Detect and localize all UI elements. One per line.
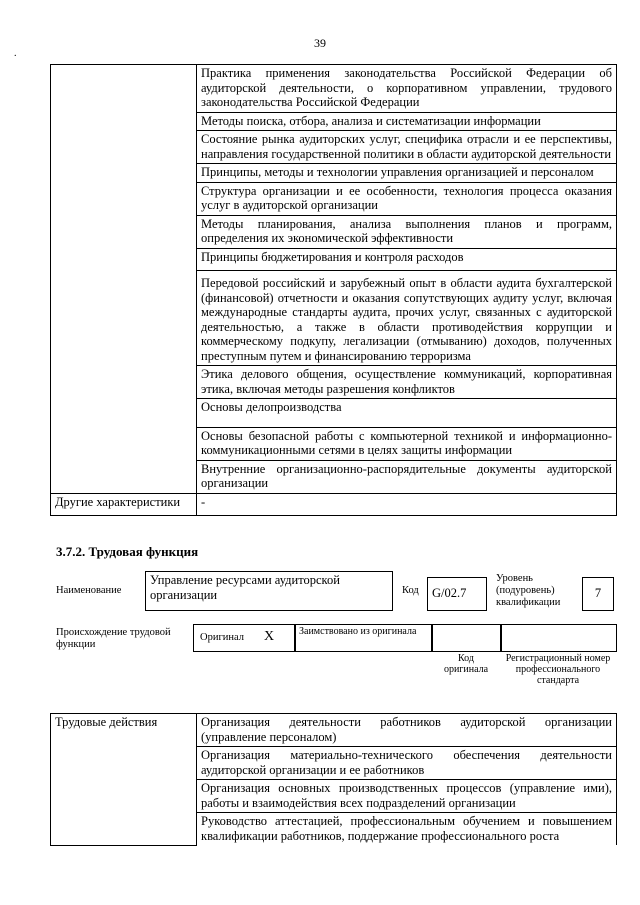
name-label: Наименование <box>56 585 122 596</box>
level-label: Уровень (подуровень) квалификации <box>496 573 561 608</box>
labor-action-row: Организация основных производственных процессов (управление ими), работы и взаимодействия всех подразделений организации <box>197 780 617 813</box>
code-label: Код <box>402 585 419 596</box>
reg-number-caption: Регистрационный номер профессионального стандарта <box>505 653 611 686</box>
knowledge-row: Передовой российский и зарубежный опыт в области аудита бухгалтерской (финансовой) отчетности и оказания сопутствующих аудиту услуг, включая международные стандарты аудита, прочих услуг, связанных с аудиторской деятельностью, а также в области противодействия коррупции и коммерческому подкупу, легализации (отмыванию) доходов, полученных преступным путем и финансированию терроризма <box>197 271 617 366</box>
knowledge-row: Этика делового общения, осуществление коммуникаций, корпоративная этика, включая методы разрешения конфликтов <box>197 366 617 399</box>
knowledge-label-cell <box>51 65 197 494</box>
level-value-box: 7 <box>582 577 614 611</box>
origin-divider <box>431 624 433 652</box>
scan-dot: . <box>14 48 17 59</box>
knowledge-row: Принципы, методы и технологии управления организацией и персоналом <box>197 164 617 183</box>
knowledge-row: Внутренние организационно-распорядительные документы аудиторской организации <box>197 460 617 493</box>
knowledge-table <box>50 64 617 516</box>
original-label: Оригинал <box>200 632 244 643</box>
knowledge-row: Методы планирования, анализа выполнения планов и программ, определения их экономической эффективности <box>197 215 617 248</box>
other-characteristics-value: - <box>197 493 617 516</box>
labor-actions-label: Трудовые действия <box>51 714 197 846</box>
knowledge-row: Основы делопроизводства <box>197 399 617 428</box>
knowledge-row: Структура организации и ее особенности, технология процесса оказания услуг в аудиторской организации <box>197 182 617 215</box>
knowledge-row: Основы безопасной работы с компьютерной техникой и информационно-коммуникационными сетями в целях защиты информации <box>197 427 617 460</box>
function-name-box: Управление ресурсами аудиторской организации <box>145 571 393 611</box>
original-mark: X <box>264 629 275 644</box>
labor-action-row: Организация деятельности работников аудиторской организации (управление персоналом) <box>197 714 617 747</box>
labor-action-row: Организация материально-технического обеспечения деятельности аудиторской организации и ее работников <box>197 747 617 780</box>
knowledge-row: Принципы бюджетирования и контроля расходов <box>197 248 617 271</box>
knowledge-row: Методы поиска, отбора, анализа и систематизации информации <box>197 112 617 131</box>
origin-divider <box>500 624 502 652</box>
labor-actions-table <box>50 713 617 846</box>
knowledge-row: Практика применения законодательства Российской Федерации об аудиторской деятельности, о корпоративном управлении, трудового законодательства Российской Федерации <box>197 65 617 113</box>
other-characteristics-label: Другие характеристики <box>51 493 197 516</box>
function-code-box: G/02.7 <box>427 577 487 611</box>
labor-action-row: Руководство аттестацией, профессиональным обучением и повышением квалификации работников, поддержание профессионального роста <box>197 813 617 846</box>
borrowed-label: Заимствовано из оригинала <box>299 626 417 637</box>
page-number: 39 <box>314 36 326 50</box>
code-original-caption: Код оригинала <box>443 653 489 675</box>
knowledge-row: Состояние рынка аудиторских услуг, специфика отрасли и ее перспективы, направления государственной политики в области аудиторской деятельности <box>197 131 617 164</box>
origin-label: Происхождение трудовой функции <box>56 627 171 650</box>
section-title: 3.7.2. Трудовая функция <box>56 544 199 559</box>
origin-divider <box>294 624 296 652</box>
